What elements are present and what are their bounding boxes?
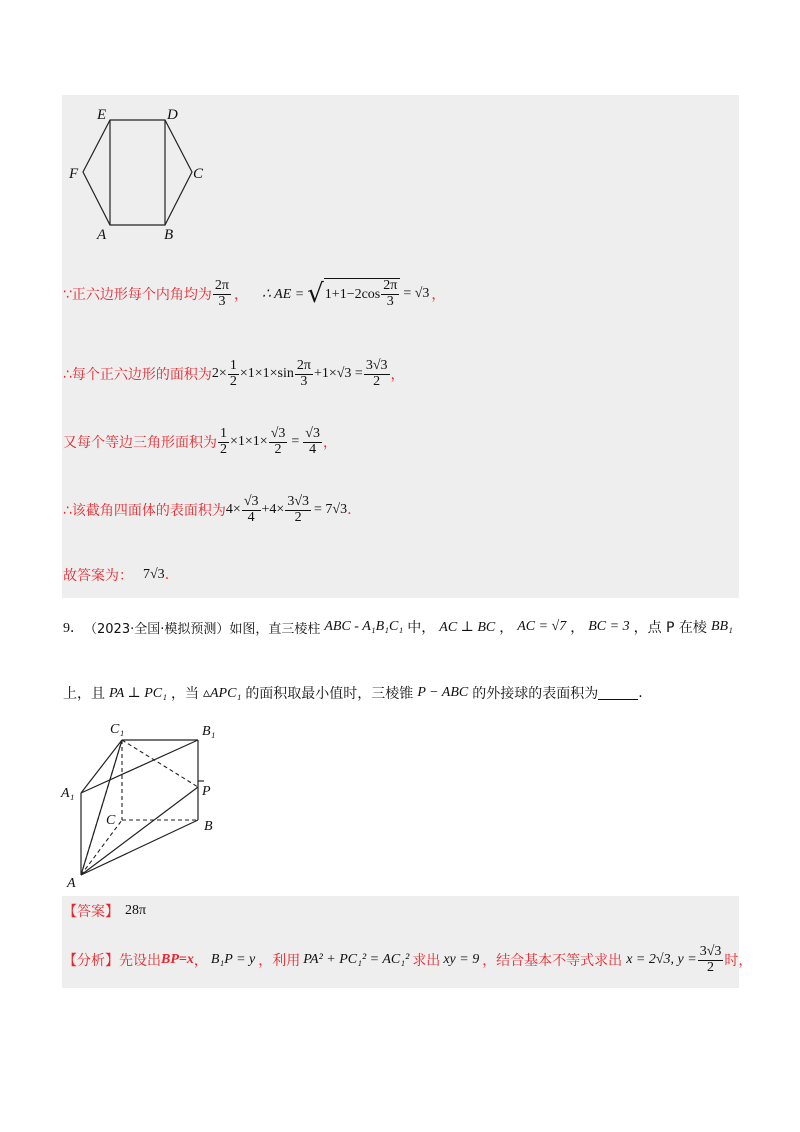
answer-blank [598,687,638,700]
final-answer-value: 7√3 [143,567,165,582]
prism-label-a1: A₁ [61,786,75,801]
line1-text: ∵正六边形每个内角均为 [63,287,212,303]
answer-line [63,900,146,922]
hex-label-f: F [69,166,79,182]
analysis-label: 【分析】 [63,953,119,969]
solution-line-5: 故答案为： 7√3 . [63,567,170,584]
prism-label-c1: C₁ [110,722,125,737]
hex-label-a: A [97,227,107,243]
line1-result: = √3 [403,286,430,301]
prism-figure [58,715,228,890]
hex-label-d: D [167,107,178,123]
final-answer-label: 故答案为： [63,568,133,584]
line1-ae: ∴ AE = [262,286,305,302]
prism-label-a: A [67,876,76,890]
line4-text: ∴该截角四面体的表面积为 [63,503,226,519]
hexagon-figure [66,103,216,243]
prism-label-b1: B₁ [202,724,216,739]
prism-label-p: P [202,784,211,799]
solution-line-2: ∴每个正六边形的面积为 2× $\frac{1}{2}$ ×1×1×sin $\frac{2\pi}{3}$ +1×√3 = $\frac{3√3}{2}$ ， [63,357,405,389]
question-9-line-1: 9． （2023·全国·模拟预测）如图，直三棱柱 ABC - A₁B₁C₁ 中， AC ⊥ BC ， AC = √7 ， BC = 3 ，点 P 在棱 BB₁ [63,619,733,637]
hex-label-e: E [97,107,107,123]
hex-label-b: B [164,227,174,243]
line3-text: 又每个等边三角形面积为 [63,435,217,451]
prism-label-b: B [204,819,213,834]
solution-line-1: ∵正六边形每个内角均为 $\frac{2\pi}{3}$ ， ∴ AE = √ 1+1−2cos $\frac{2\pi}{3}$ = √3 ， [63,277,446,309]
solution-line-3: 又每个等边三角形面积为 $\frac{1}{2}$ ×1×1× $\frac{√3}{2}$ = $\frac{√3}{4}$ ， [63,425,337,457]
question-number: 9． [63,621,84,636]
analysis-line: 【分析】 先设出 BP=x ， B₁P = y ，利用 PA² + PC₁² = AC₁² 求出 xy = 9 ，结合基本不等式求出 x = 2√3, y = $\frac{3√3}{2}$ 时， [63,943,753,975]
line1-fraction: $\frac{2\pi}{3}$ [214,277,229,309]
line1-root: 1+1−2cos $\frac{2\pi}{3}$ [324,278,401,309]
line2-text: ∴每个正六边形的面积为 [63,367,212,383]
prism-label-c: C [106,813,116,828]
answer-label: 【答案】 [63,904,119,920]
hex-label-c: C [193,166,204,182]
question-9-line-2: 上，且 PA ⊥ PC₁ ，当 ▵APC₁ 的面积取最小值时，三棱锥 P − ABC 的外接球的表面积为 . [63,685,643,702]
answer-value: 28π [125,903,147,918]
solution-line-4: ∴该截角四面体的表面积为 4× $\frac{√3}{4}$ +4× $\frac{3√3}{2}$ = 7√3 . [63,493,352,525]
